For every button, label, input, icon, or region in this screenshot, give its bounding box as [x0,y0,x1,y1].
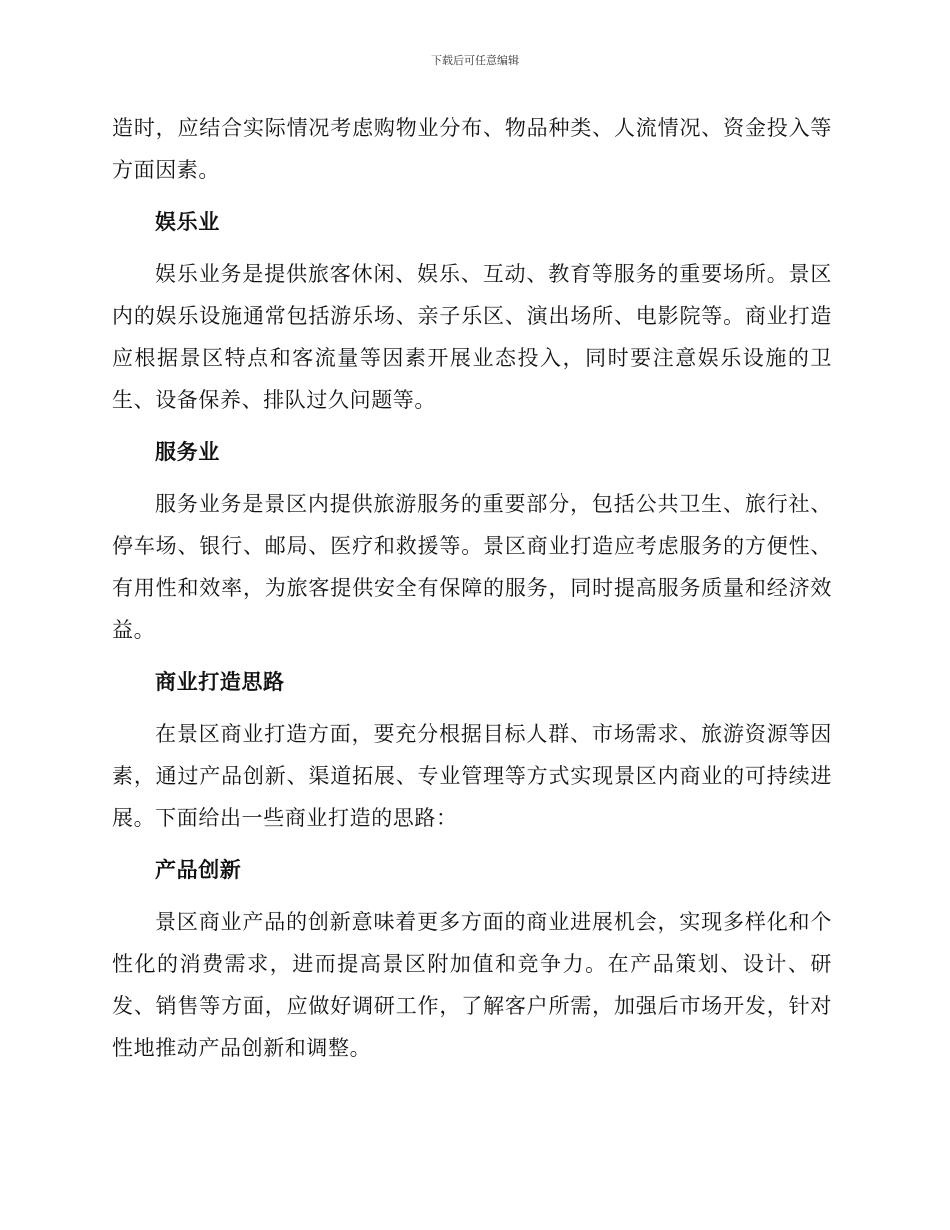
section-heading-service: 服务业 [155,440,220,464]
section-paragraph-entertainment: 娱乐业务是提供旅客休闲、娱乐、互动、教育等服务的重要场所。景区内的娱乐设施通常包括游乐场、亲子乐区、演出场所、电影院等。商业打造应根据景区特点和客流量等因素开展业态投入，同时要注意娱乐设施的卫生、设备保养、排队过久问题等。 [112,262,832,412]
page-header: 下载后可任意编辑 [431,54,519,67]
section-heading-entertainment: 娱乐业 [155,210,220,234]
document-body [112,107,832,1069]
intro-paragraph: 造时，应结合实际情况考虑购物业分布、物品种类、人流情况、资金投入等方面因素。 [112,116,832,182]
section-heading-strategy: 商业打造思路 [155,670,285,694]
section-paragraph-service: 服务业务是景区内提供旅游服务的重要部分，包括公共卫生、旅行社、停车场、银行、邮局、医疗和救援等。景区商业打造应考虑服务的方便性、有用性和效率，为旅客提供安全有保障的服务，同时提高服务质量和经济效益。 [112,492,832,642]
section-paragraph-product: 景区商业产品的创新意味着更多方面的商业进展机会，实现多样化和个性化的消费需求，进而提高景区附加值和竞争力。在产品策划、设计、研发、销售等方面，应做好调研工作，了解客户所需，加强后市场开发，针对性地推动产品创新和调整。 [112,910,832,1060]
section-heading-product: 产品创新 [155,858,242,882]
section-paragraph-strategy: 在景区商业打造方面，要充分根据目标人群、市场需求、旅游资源等因素，通过产品创新、渠道拓展、专业管理等方式实现景区内商业的可持续进展。下面给出一些商业打造的思路： [112,722,832,830]
